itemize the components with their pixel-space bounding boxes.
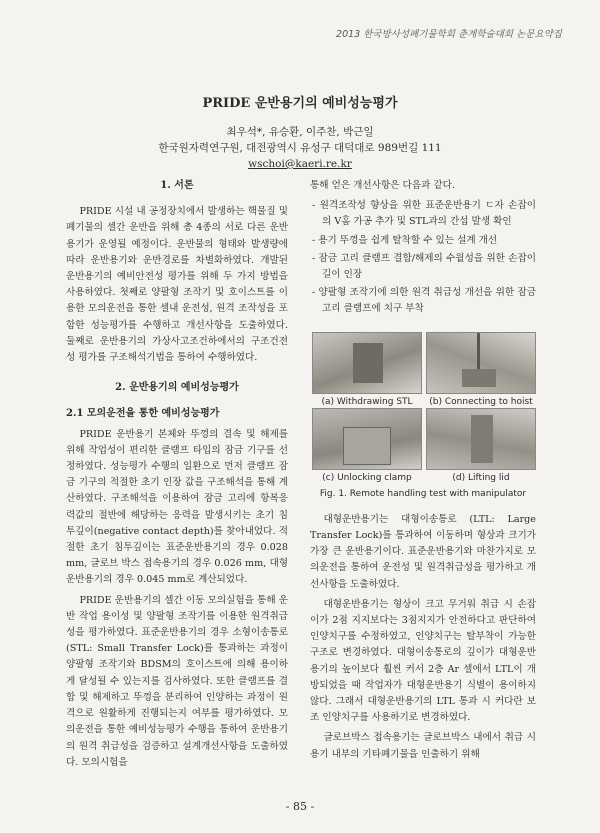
subsection-2-1-heading: 2.1 모의운전을 통한 예비성능평가 <box>66 408 220 420</box>
caption-c: (c) Unlocking clamp <box>322 472 412 483</box>
section-1-heading: 1. 서론 <box>160 180 194 191</box>
list-item: - 양팔형 조작기에 의한 원격 취급성 개선을 위한 잠금 고리 클램프에 치구 부착 <box>312 287 536 315</box>
figure-caption: Fig. 1. Remote handling test with manipulator <box>319 488 527 499</box>
figure-1 <box>310 332 536 482</box>
section-2-heading: 2. 운반용기의 예비성능평가 <box>115 382 239 394</box>
list-item: - 원격조작성 향상을 위한 표준운반용기 ㄷ자 손잡이의 V홈 가공 추가 및 STL과의 간섭 발생 확인 <box>312 200 536 228</box>
paper-title: PRIDE 운반용기의 예비성능평가 <box>202 96 398 111</box>
list-item: - 용기 뚜껑을 쉽게 탈착할 수 있는 설계 개선 <box>312 234 498 246</box>
photo-lifting-lid <box>426 408 536 470</box>
paragraph: 글로브박스 접속용기는 글로브박스 내에서 취급 시 용기 내부의 기타폐기물을 인출하기 위해 <box>310 732 536 760</box>
paragraph: 통해 얻은 개선사항은 다음과 같다. <box>310 180 455 191</box>
photo-withdrawing-stl <box>312 332 422 394</box>
affiliation: 한국원자력연구원, 대전광역시 유성구 대덕대로 989번길 111 <box>158 142 442 154</box>
improvement-list <box>310 198 536 317</box>
photo-connecting-to-hoist <box>426 332 536 394</box>
author-block <box>0 124 600 172</box>
intro-paragraph: PRIDE 시설 내 공정장치에서 발생하는 핵물질 및 폐기물의 셀간 운반을 위해 총 4종의 서로 다른 운반용기가 운영될 예정이다. 운반물의 형태와 발생량에 따라 운반용기와 운반경로를 차별화하였다. 개발된 운반용기의 예비안전성 평가를 위해 두 가지 방법을 사용하였다. 첫째로 양팔형 조작기 및 호이스트를 이용한 모의운전을 통한 셀내 운전성, 원격 조작성을 포함한 성능평가를 수행하고 개선사항을 도출하였다. 둘째로 운반용기의 가상사고조건하에서의 구조건전성 평가를 구조해석기법을 통하여 수행하였다. <box>66 206 288 364</box>
caption-a: (a) Withdrawing STL <box>321 396 413 407</box>
paragraph: 대형운반용기는 형상이 크고 무거워 취급 시 손잡이가 2점 지지보다는 3점지지가 안전하다고 판단하여 인양치구를 수정하였고, 인양치구는 탈부착이 가능한 구조로 변경하였다. 대형이송통로의 깊이가 대형운반용기의 높이보다 훨씬 커서 2층 Ar 셀에서 LTL이 개방되었을 때 작업자가 대형운반용기 식별이 용이하지 않다. 그래서 대형운반용기의 LTL 통과 시 커다란 보조 인양치구를 사용하기로 변경하였다. <box>310 598 536 724</box>
caption-d: (d) Lifting lid <box>452 472 510 483</box>
list-item: - 잠금 고리 클램프 결합/해제의 수월성을 위한 손잡이 길이 인장 <box>312 252 536 281</box>
caption-b: (b) Connecting to hoist <box>429 396 533 407</box>
right-column <box>310 178 536 767</box>
page-number: - 85 - <box>285 800 315 813</box>
authors: 최우석*, 유승환, 이주찬, 박근일 <box>226 126 374 138</box>
paragraph: PRIDE 운반용기 본체와 뚜껑의 결속 및 해제를 위해 작업성이 편리한 클램프 타입의 잠금 기구를 선정하였다. 성능평가 수행의 일환으로 먼저 클램프 잠금 기구의 적절한 초기 인장 값을 구조해석을 통해 계산하였다. 구조해석을 이용하여 잠금 고리에 항복응력값의 절반에 해당하는 응력을 발생시키는 초기 침투깊이(negative contact depth)를 찾아내었다. 적절한 초기 침투깊이는 표준운반용기의 경우 0.028 mm, 글로브 박스 접속용기의 경우 0.026 mm, 대형운반용기의 경우 0.045 mm로 계산되었다. <box>66 428 288 586</box>
photo-unlocking-clamp <box>312 408 422 470</box>
paragraph: PRIDE 운반용기의 셀간 이동 모의실험을 통해 운반 작업 용이성 및 양팔형 조작기를 이용한 원격취급성을 평가하였다. 표준운반용기의 경우 소형이송통로 (STL: Small Transfer Lock)를 통과하는 과정이 양팔형 조작기와 BDSM의 호이스트에 의해 용이하게 달성될 수 있는지를 검사하였다. 또한 클램프를 결합 및 해제하고 뚜껑을 분리하여 인양하는 과정이 원격으로 원활하게 진행되는지 여부를 평가하였다. 모의운전을 통한 예비성능평가 수행을 통하여 운반용기의 원격 취급성을 검증하고 설계개선사항을 도출하였다. 모의시험을 <box>66 594 288 768</box>
email-link[interactable]: wschoi@kaeri.re.kr <box>248 158 352 170</box>
running-header: 2013 한국방사성폐기물학회 춘계학술대회 논문요약집 <box>336 29 562 40</box>
paragraph: 대형운반용기는 대형이송통로 (LTL: Large Transfer Lock)를 통과하여 이동하며 형상과 크기가 가장 큰 운반용기이다. 표준운반용기와 마찬가지로 모의운전을 통하여 운전성 및 원격취급성을 평가하고 개선사항을 도출하였다. <box>310 513 536 590</box>
left-column <box>66 178 288 775</box>
